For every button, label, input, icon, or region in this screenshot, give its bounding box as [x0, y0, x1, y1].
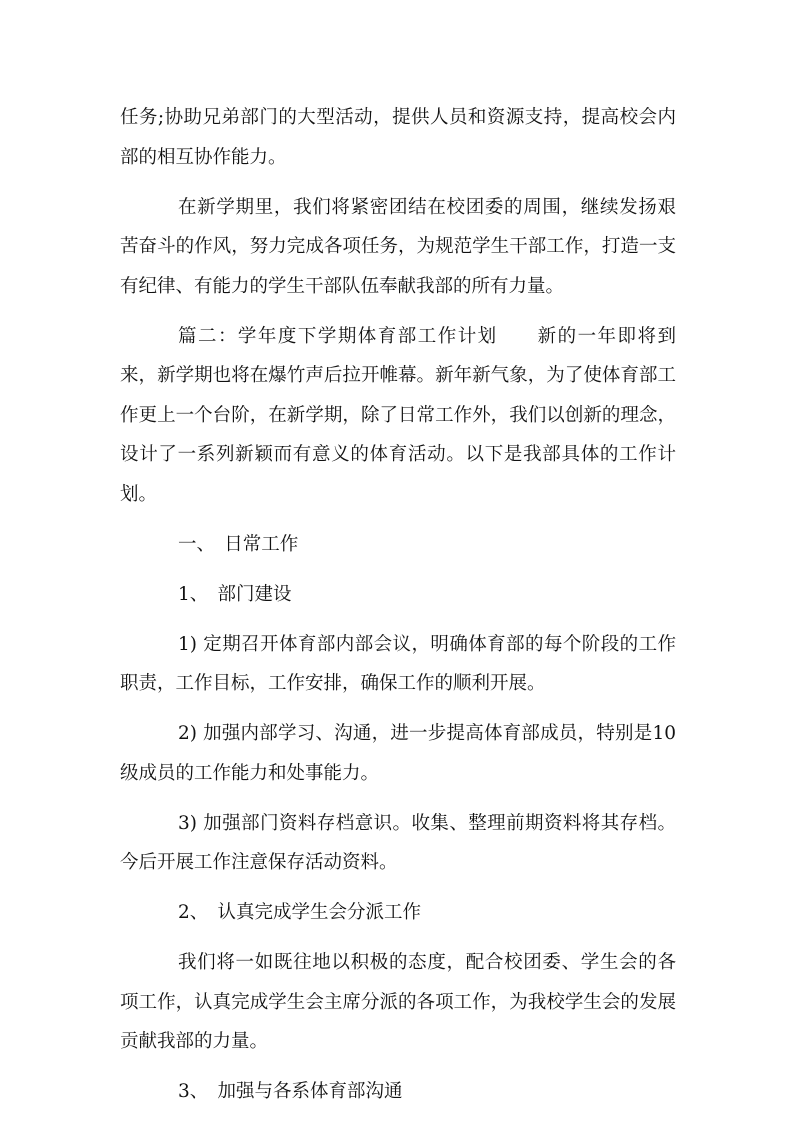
heading-student-union-work: 2、 认真完成学生会分派工作	[178, 902, 422, 923]
list-item-archive-awareness: 3) 加强部门资料存档意识。收集、整理前期资料将其存档。今后开展工作注意保存活动资料。	[120, 812, 676, 873]
paragraph-cooperation: 我们将一如既往地以积极的态度，配合校团委、学生会的各项工作，认真完成学生会主席分派的各项工作，为我校学生会的发展贡献我部的力量。	[120, 952, 676, 1052]
heading-daily-work: 一、 日常工作	[178, 533, 299, 555]
paragraph-continued-task: 任务;协助兄弟部门的大型活动，提供人员和资源支持，提高校会内部的相互协作能力。	[120, 107, 676, 168]
document-body	[120, 98, 676, 1112]
list-item-meetings: 1) 定期召开体育部内部会议，明确体育部的每个阶段的工作职责，工作目标，工作安排，确保工作的顺利开展。	[120, 633, 676, 694]
list-item-internal-learning: 2) 加强内部学习、沟通，进一步提高体育部成员，特别是10级成员的工作能力和处事能力。	[120, 723, 676, 784]
heading-department-building: 1、 部门建设	[178, 583, 292, 605]
heading-department-communication: 3、 加强与各系体育部沟通	[178, 1081, 403, 1102]
paragraph-plan-two-intro: 篇二：学年度下学期体育部工作计划 新的一年即将到来，新学期也将在爆竹声后拉开帷幕。新年新气象，为了使体育部工作更上一个台阶，在新学期，除了日常工作外，我们以创新的理念，设计了一系列新颖而有意义的体育活动。以下是我部具体的工作计划。	[120, 325, 676, 505]
paragraph-new-semester: 在新学期里，我们将紧密团结在校团委的周围，继续发扬艰苦奋斗的作风，努力完成各项任务，为规范学生干部工作，打造一支有纪律、有能力的学生干部队伍奉献我部的所有力量。	[120, 196, 676, 297]
